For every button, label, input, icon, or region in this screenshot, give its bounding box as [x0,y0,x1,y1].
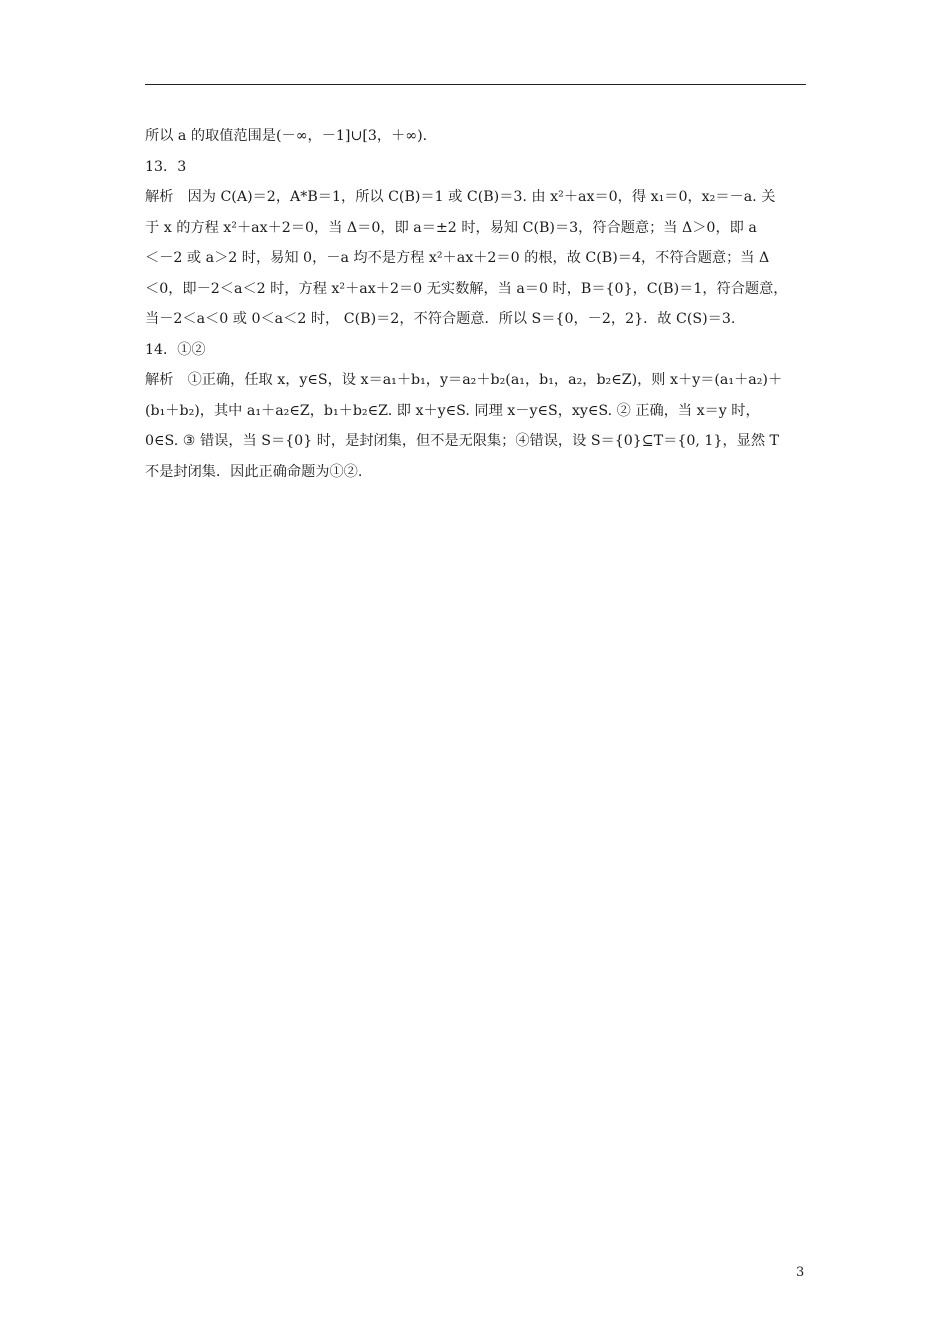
text-line: 不是封闭集．因此正确命题为①②. [145,463,363,480]
text-line: 解析 ①正确，任取 x，y∈S，设 x＝a₁＋b₁，y＝a₂＋b₂(a₁，b₁，a₂，b₂∈Z)，则 x＋y＝(a₁＋a₂)＋ [145,372,783,388]
text-line: 0∈S. ③ 错误，当 S＝{0} 时，是封闭集，但不是无限集；④错误，设 S＝{0}⊆T＝{0, 1}，显然 T [145,433,780,449]
question-number-13: 13．3 [145,158,187,175]
question-number-14: 14．①② [145,341,206,358]
header-rule [145,84,806,85]
page-number: 3 [796,1265,805,1280]
text-line: 所以 a 的取值范围是(－∞，－1]∪[3，＋∞). [145,128,428,144]
text-line: ＜－2 或 a＞2 时，易知 0，－a 均不是方程 x²＋ax＋2＝0 的根，故 C(B)＝4，不符合题意；当 Δ [145,250,770,266]
text-line: 解析 因为 C(A)＝2，A*B＝1，所以 C(B)＝1 或 C(B)＝3. 由 x²＋ax＝0，得 x₁＝0，x₂＝－a. 关 [145,189,776,205]
text-line: ＜0，即－2＜a＜2 时，方程 x²＋ax＋2＝0 无实数解，当 a＝0 时，B＝{0}，C(B)＝1，符合题意， [145,280,788,297]
text-line: 于 x 的方程 x²＋ax＋2＝0，当 Δ＝0，即 a＝±2 时，易知 C(B)＝3，符合题意；当 Δ＞0，即 a [145,219,757,236]
document-body [145,121,810,487]
text-line: (b₁＋b₂)，其中 a₁＋a₂∈Z，b₁＋b₂∈Z. 即 x＋y∈S. 同理 x－y∈S，xy∈S. ② 正确，当 x＝y 时， [145,402,760,419]
text-line: 当－2＜a＜0 或 0＜a＜2 时， C(B)＝2，不符合题意．所以 S＝{0，－2，2}．故 C(S)＝3. [145,311,736,327]
